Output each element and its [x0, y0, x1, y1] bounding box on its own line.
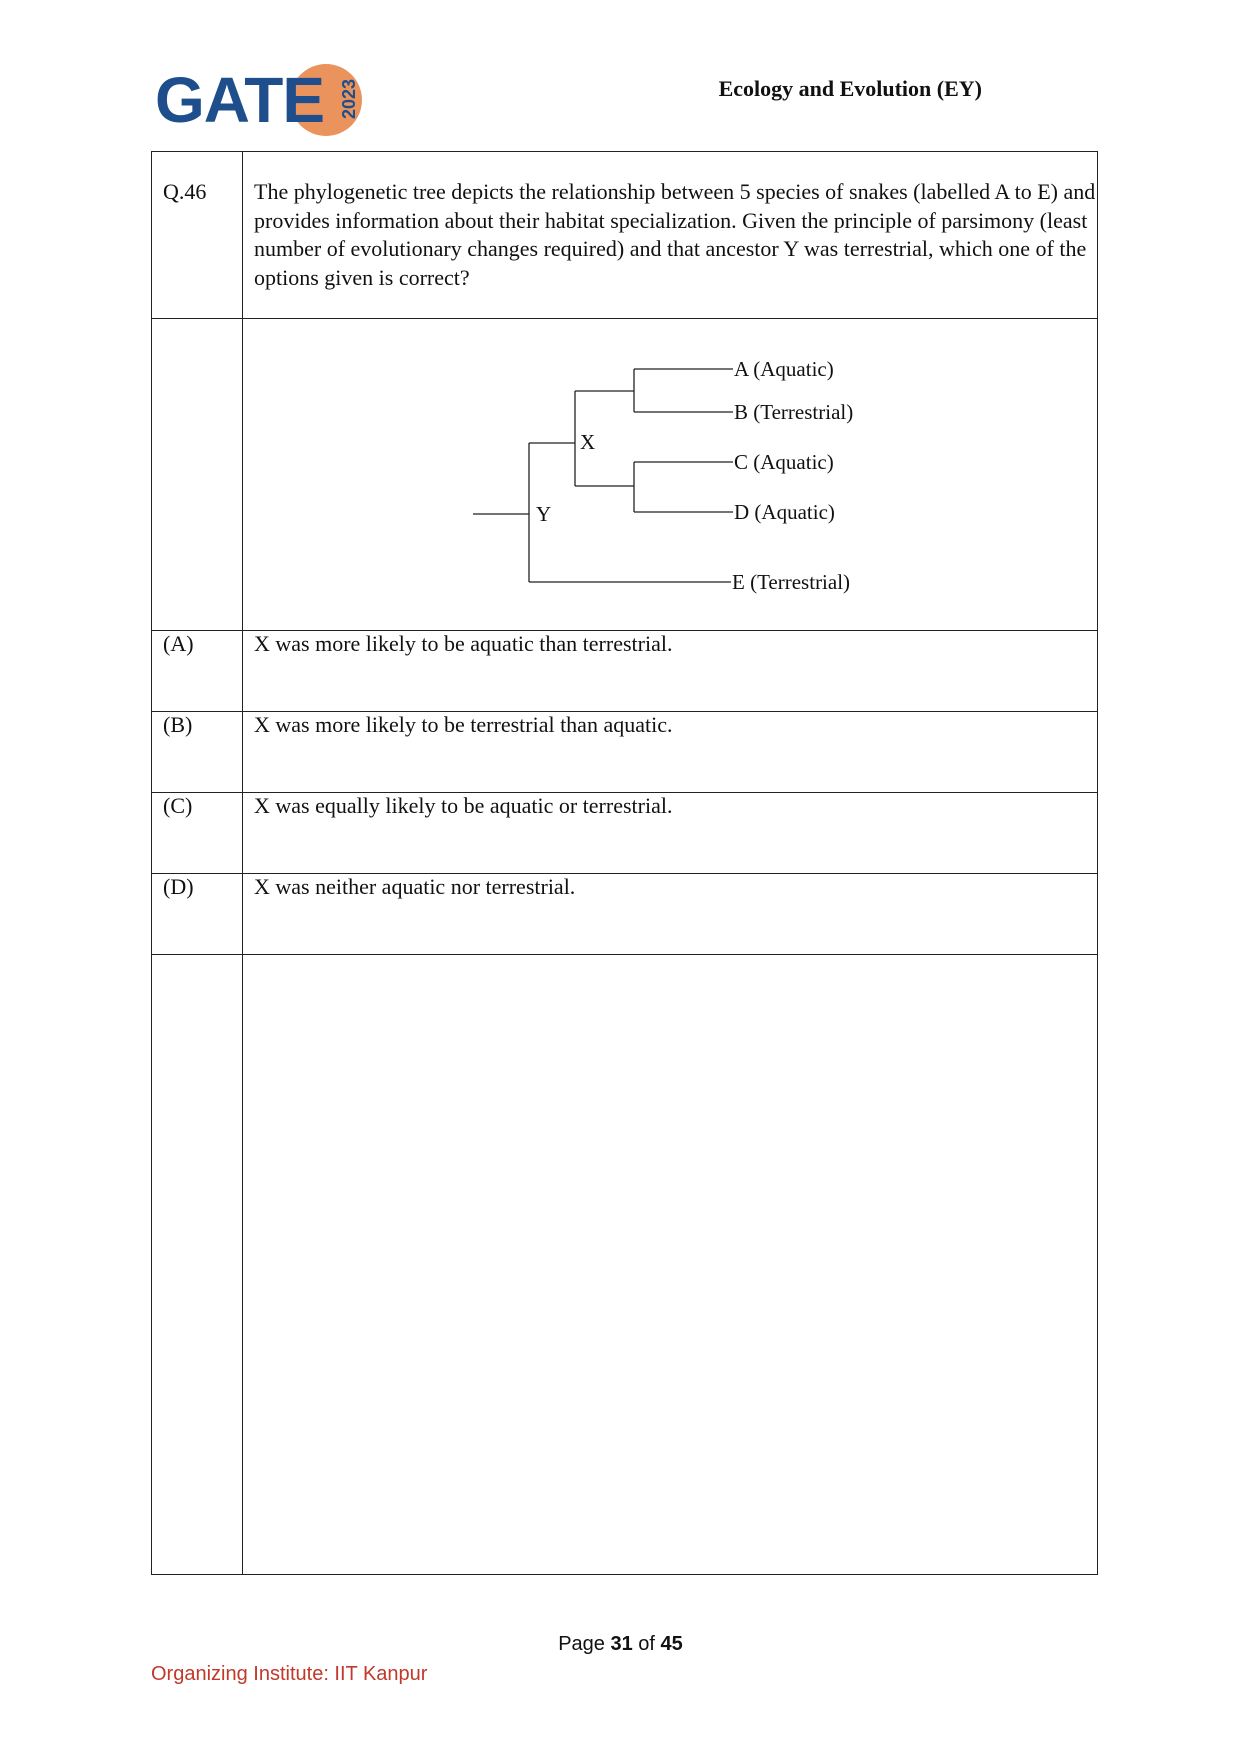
option-label: (D) [152, 874, 243, 955]
tree-diagram [243, 319, 1110, 630]
option-text: X was more likely to be aquatic than terrestrial. [243, 631, 1098, 712]
question-text: The phylogenetic tree depicts the relationship between 5 species of snakes (labelled A to E) and provides information about their habitat specialization. Given the principle of parsimony (least number of evolutionary changes required) and that ancestor Y was terrestrial, which one of the options given is correct? [254, 179, 1096, 290]
page-prefix: Page [558, 1633, 605, 1655]
leaf-label: E (Terrestrial) [732, 570, 851, 594]
logo-year: 2023 [339, 78, 359, 120]
option-text: X was equally likely to be aquatic or terrestrial. [243, 793, 1098, 874]
page-number [0, 1633, 1241, 1656]
node-x-label: X [580, 430, 596, 454]
question-table [151, 151, 1098, 1575]
question-row [152, 152, 1098, 319]
leaf-label: D (Aquatic) [734, 500, 835, 524]
node-y-label: Y [536, 502, 552, 526]
option-label: (A) [152, 631, 243, 712]
question-number: Q.46 [163, 179, 207, 204]
option-text: X was neither aquatic nor terrestrial. [243, 874, 1098, 955]
organizing-institute: Organizing Institute: IIT Kanpur [151, 1663, 428, 1685]
phylogenetic-tree [243, 319, 1097, 630]
option-row [152, 874, 1098, 955]
page-current: 31 [610, 1633, 633, 1655]
blank-row [152, 955, 1098, 1575]
option-text: X was more likely to be terrestrial than aquatic. [243, 712, 1098, 793]
gate-logo [155, 60, 360, 140]
logo-text: GATE [155, 64, 325, 136]
option-label: (B) [152, 712, 243, 793]
leaf-label: C (Aquatic) [734, 450, 834, 474]
page-of: of [638, 1633, 655, 1655]
option-row [152, 631, 1098, 712]
option-row [152, 793, 1098, 874]
option-row [152, 712, 1098, 793]
leaf-label: B (Terrestrial) [734, 400, 854, 424]
page-total: 45 [660, 1633, 683, 1655]
option-label: (C) [152, 793, 243, 874]
leaf-label: A (Aquatic) [734, 357, 834, 381]
paper-title: Ecology and Evolution (EY) [718, 76, 982, 101]
figure-row [152, 319, 1098, 631]
